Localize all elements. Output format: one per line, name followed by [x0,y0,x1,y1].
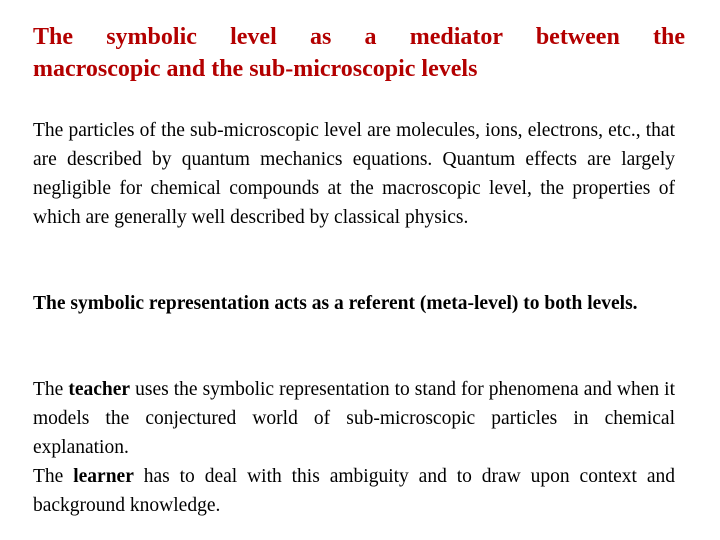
title-line-2: macroscopic and the sub-microscopic levels [33,56,478,82]
teacher-sentence [33,375,675,462]
paragraph-teacher-learner [33,375,675,520]
slide-title [33,21,685,85]
learner-prefix: The [33,466,74,487]
title-line-1: The symbolic level as a mediator between the [33,24,685,50]
learner-keyword: learner [73,466,134,487]
learner-text: has to deal with this ambiguity and to draw upon context and background knowledge. [33,466,675,516]
teacher-prefix: The [33,379,69,400]
paragraph-symbolic-representation: The symbolic representation acts as a referent (meta-level) to both levels. [33,293,638,314]
teacher-keyword: teacher [68,379,131,400]
paragraph-particles: The particles of the sub-microscopic level are molecules, ions, electrons, etc., that are described by quantum mechanics equations. Quantum effects are largely negligible for chemical compounds at the macroscopic level, the properties of which are generally well described by classical physics. [33,120,675,228]
teacher-text: uses the symbolic representation to stand for phenomena and when it models the conjectured world of sub-microscopic particles in chemical explanation. [33,379,675,458]
learner-sentence [33,462,675,520]
